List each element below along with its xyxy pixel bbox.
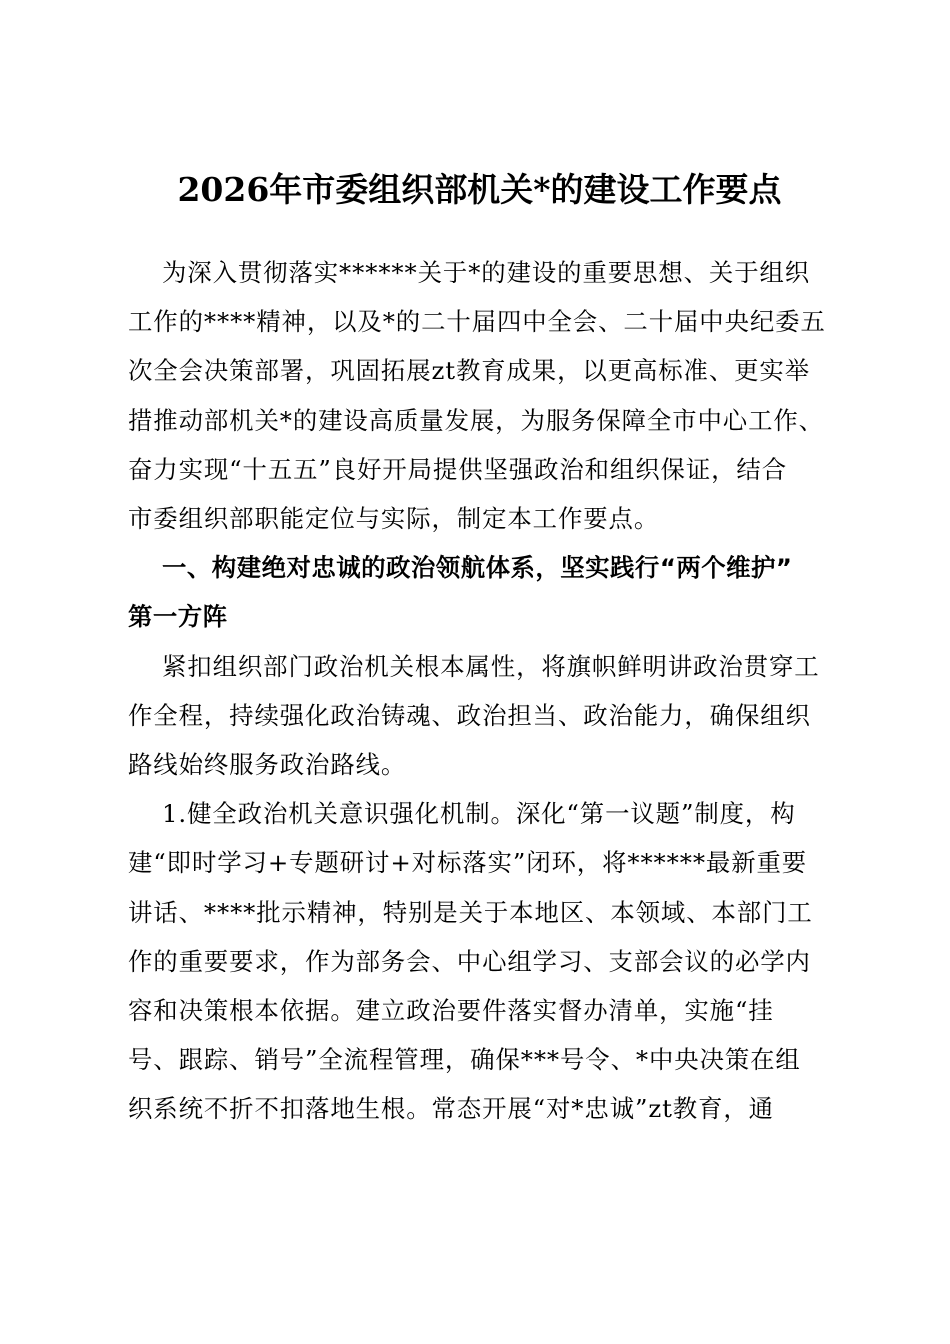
section-1-summary-paragraph — [128, 642, 831, 790]
document-title: 2026年市委组织部机关*的建设工作要点 — [177, 170, 782, 209]
text-line: 奋力实现“十五五”良好开局提供坚强政治和组织保证，结合 — [128, 454, 788, 484]
text-line: 号、跟踪、销号”全流程管理，确保***号令、*中央决策在组 — [128, 1045, 801, 1075]
item-1-paragraph — [128, 789, 831, 1133]
text-line: 织系统不折不扣落地生根。常态开展“对*忠诚”zt教育，通 — [128, 1094, 774, 1124]
text-line — [128, 642, 831, 691]
text-line: 容和决策根本依据。建立政治要件落实督办清单，实施“挂 — [128, 996, 774, 1026]
document-page — [128, 160, 831, 1134]
text-line — [128, 543, 831, 592]
text-line: 市委组织部职能定位与实际，制定本工作要点。 — [128, 504, 660, 534]
text-line-content: 为深入贯彻落实******关于*的建设的重要思想、关于组织 — [162, 258, 811, 287]
text-line: 工作的****精神，以及*的二十届四中全会、二十届中央纪委五 — [128, 307, 826, 337]
text-line-content: 紧扣组织部门政治机关根本属性，将旗帜鲜明讲政治贯穿工 — [162, 651, 820, 681]
text-line — [128, 789, 831, 838]
text-line: 次全会决策部署，巩固拓展zt教育成果，以更高标准、更实举 — [128, 356, 811, 386]
text-line: 措推动部机关*的建设高质量发展，为服务保障全市中心工作、 — [128, 405, 824, 435]
text-line — [128, 248, 831, 297]
text-line: 作的重要要求，作为部务会、中心组学习、支部会议的必学内 — [128, 946, 811, 976]
intro-paragraph — [128, 248, 831, 543]
text-line: 路线始终服务政治路线。 — [128, 750, 407, 780]
text-line: 讲话、****批示精神，特别是关于本地区、本领域、本部门工 — [128, 897, 813, 927]
text-line: 建“即时学习+专题研讨+对标落实”闭环，将******最新重要 — [128, 848, 808, 878]
text-line: 作全程，持续强化政治铸魂、政治担当、政治能力，确保组织 — [128, 700, 811, 730]
section-heading-1 — [128, 543, 831, 641]
text-line-content: 1.健全政治机关意识强化机制。深化“第一议题”制度，构 — [162, 799, 796, 829]
text-line: 第一方阵 — [128, 602, 228, 632]
text-line-content: 一、构建绝对忠诚的政治领航体系，坚实践行“两个维护” — [162, 553, 793, 583]
